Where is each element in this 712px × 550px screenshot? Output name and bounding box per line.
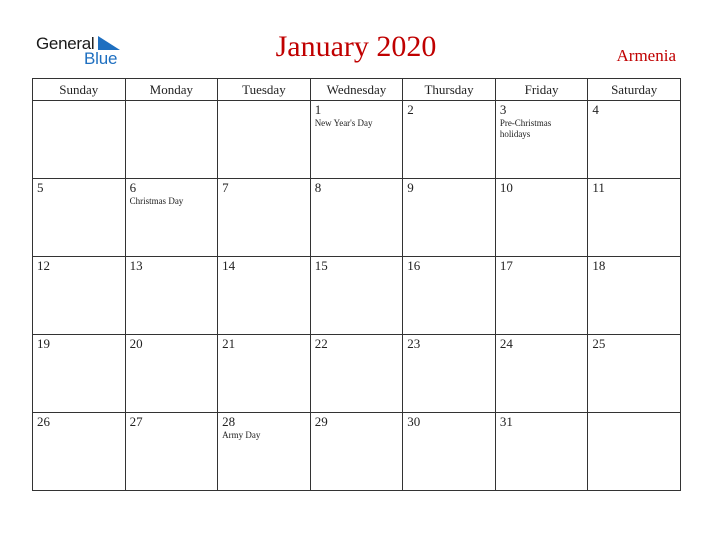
day-number: 25	[592, 336, 606, 351]
day-number: 8	[314, 180, 322, 195]
week-row	[33, 179, 681, 257]
day-cell	[33, 257, 126, 335]
weekday-header: Tuesday	[218, 79, 311, 101]
day-number: 26	[37, 414, 50, 429]
day-cell	[33, 335, 126, 413]
day-cell	[588, 335, 681, 413]
weekday-header: Monday	[125, 79, 218, 101]
day-number: 10	[499, 180, 513, 195]
day-cell	[218, 257, 311, 335]
day-number: 17	[499, 258, 513, 273]
day-number: 3	[499, 102, 507, 117]
day-cell	[403, 179, 496, 257]
day-number: 24	[499, 336, 513, 351]
day-cell	[125, 413, 218, 491]
day-number: 19	[37, 336, 50, 351]
day-cell	[495, 179, 588, 257]
day-number: 31	[499, 414, 513, 429]
day-cell	[588, 413, 681, 491]
day-cell	[310, 179, 403, 257]
day-number: 28	[222, 414, 236, 429]
day-cell	[125, 101, 218, 179]
day-number: 14	[222, 258, 236, 273]
day-number: 11	[592, 180, 605, 195]
weekday-header: Wednesday	[310, 79, 403, 101]
country-name: Armenia	[616, 46, 676, 65]
day-cell	[310, 413, 403, 491]
calendar-title: January 2020	[275, 30, 437, 63]
day-number: 16	[407, 258, 421, 273]
day-cell	[403, 413, 496, 491]
day-cell	[495, 335, 588, 413]
day-cell	[218, 101, 311, 179]
day-cell	[588, 257, 681, 335]
day-number: 9	[407, 180, 414, 195]
weekday-header: Thursday	[403, 79, 496, 101]
week-row	[33, 257, 681, 335]
day-cell	[403, 101, 496, 179]
weekday-header: Saturday	[588, 79, 681, 101]
day-cell	[33, 413, 126, 491]
day-number: 7	[222, 180, 229, 195]
week-row	[33, 101, 681, 179]
day-cell	[33, 101, 126, 179]
day-number: 30	[407, 414, 421, 429]
day-number: 21	[222, 336, 236, 351]
day-cell	[310, 335, 403, 413]
week-row	[33, 413, 681, 491]
day-number: 29	[314, 414, 328, 429]
day-number: 27	[129, 414, 143, 429]
day-number: 12	[37, 258, 50, 273]
day-cell	[588, 179, 681, 257]
day-number: 1	[314, 102, 322, 117]
day-cell	[310, 101, 403, 179]
day-number: 4	[592, 102, 599, 117]
day-cell	[125, 335, 218, 413]
day-cell	[495, 257, 588, 335]
day-cell	[310, 257, 403, 335]
day-cell	[218, 179, 311, 257]
week-row	[33, 335, 681, 413]
weekday-header: Sunday	[33, 79, 126, 101]
holiday-label: Pre-Christmas holidays	[499, 118, 552, 139]
day-number: 23	[407, 336, 421, 351]
day-cell	[588, 101, 681, 179]
day-number: 5	[37, 180, 44, 195]
day-cell	[403, 257, 496, 335]
logo-text-general: General	[36, 34, 95, 53]
day-cell	[218, 413, 311, 491]
day-number: 20	[129, 336, 143, 351]
calendar-grid	[32, 78, 681, 491]
day-cell	[218, 335, 311, 413]
holiday-label: Christmas Day	[129, 196, 184, 206]
day-number: 2	[407, 102, 414, 117]
day-cell	[33, 179, 126, 257]
logo-text-blue: Blue	[84, 49, 118, 68]
holiday-label: Army Day	[222, 430, 261, 440]
day-cell	[495, 413, 588, 491]
weekday-header: Friday	[495, 79, 588, 101]
day-number: 15	[314, 258, 328, 273]
day-number: 6	[129, 180, 137, 195]
holiday-label: New Year's Day	[314, 118, 373, 128]
day-cell	[125, 179, 218, 257]
day-cell	[495, 101, 588, 179]
day-cell	[125, 257, 218, 335]
day-number: 22	[314, 336, 328, 351]
weekday-header-row	[33, 79, 681, 101]
day-number: 18	[592, 258, 606, 273]
day-number: 13	[129, 258, 143, 273]
day-cell	[403, 335, 496, 413]
